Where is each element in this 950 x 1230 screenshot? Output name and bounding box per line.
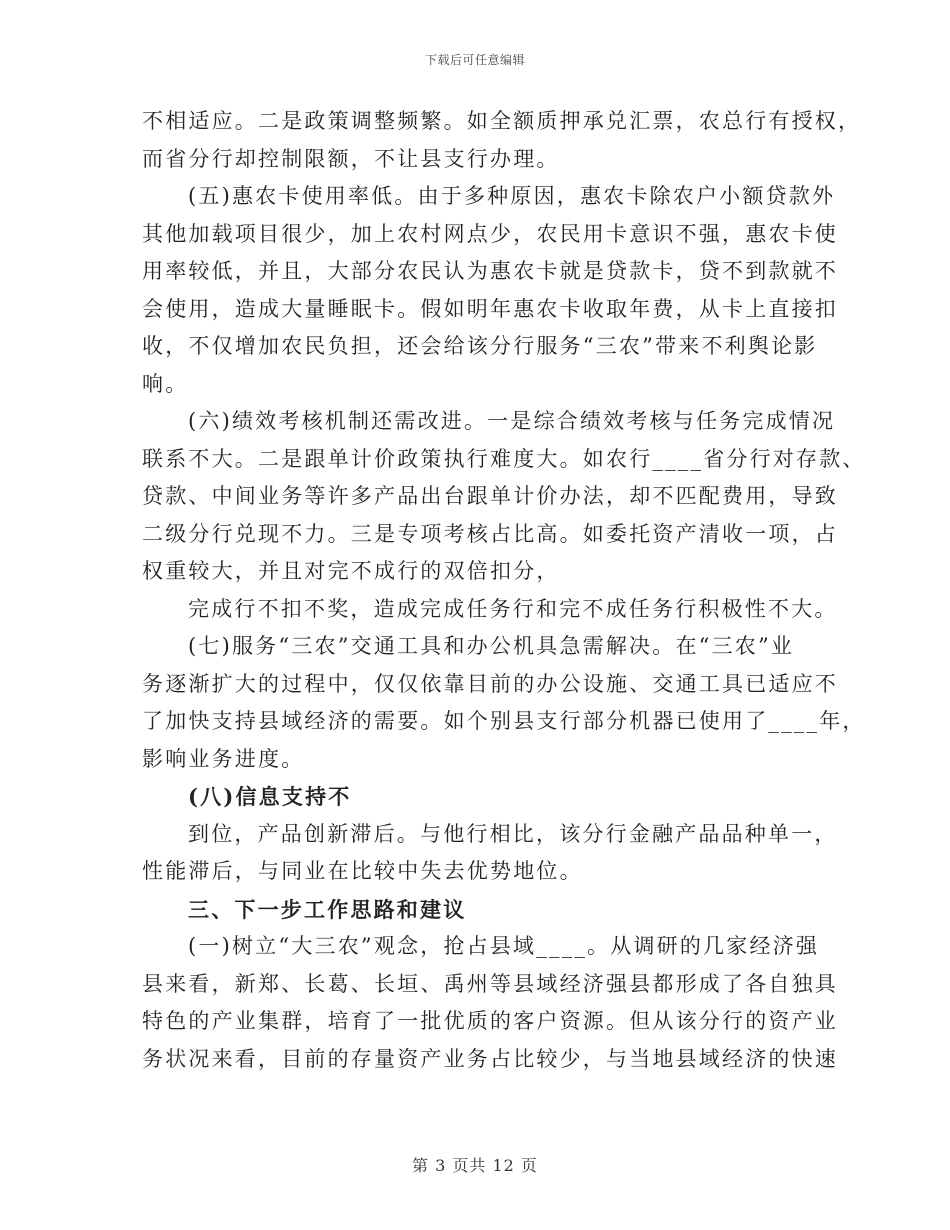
text-line: (五)惠农卡使用率低。由于多种原因，惠农卡除农户小额贷款外: [188, 184, 836, 208]
text-line: 了加快支持县域经济的需要。如个别县支行部分机器已使用了____年，: [142, 709, 866, 733]
text-line: 贷款、中间业务等许多产品出台跟单计价办法，却不匹配费用，导致: [142, 484, 838, 508]
text-line: 其他加载项目很少，加上农村网点少，农民用卡意识不强，惠农卡使: [142, 221, 838, 246]
document-body: [142, 103, 866, 1078]
text-line: 完成行不扣不奖，造成完成任务行和完不成任务行积极性不大。: [188, 596, 838, 621]
text-line: 权重较大，并且对完不成行的双倍扣分，: [142, 559, 560, 583]
text-line: 二级分行兑现不力。三是专项考核占比高。如委托资产清收一项，占: [142, 521, 838, 546]
text-line: 会使用，造成大量睡眠卡。假如明年惠农卡收取年费，从卡上直接扣: [142, 296, 838, 321]
text-line: 到位，产品创新滞后。与他行相比，该分行金融产品品种单一，: [188, 821, 838, 846]
text-line: 收，不仅增加农民负担，还会给该分行服务“三农”带来不利舆论影: [142, 334, 818, 358]
text-line: 务状况来看，目前的存量资产业务占比较少，与当地县域经济的快速: [142, 1046, 838, 1071]
text-line: 性能滞后，与同业在比较中失去优势地位。: [142, 859, 583, 883]
text-line: 用率较低，并且，大部分农民认为惠农卡就是贷款卡，贷不到款就不: [142, 259, 838, 283]
page-header: 下载后可任意编辑: [424, 53, 525, 67]
text-line: 不相适应。二是政策调整频繁。如全额质押承兑汇票，农总行有授权，: [142, 109, 862, 133]
text-line: (七)服务“三农”交通工具和办公机具急需解决。在“三农”业: [188, 634, 795, 658]
page-footer: 第 3 页共 12 页: [412, 1156, 538, 1175]
text-line: 影响业务进度。: [142, 746, 305, 771]
text-line: 务逐渐扩大的过程中，仅仅依靠目前的办公设施、交通工具已适应不: [142, 671, 838, 696]
text-line: 响。: [142, 371, 189, 396]
text-line: 特色的产业集群，培育了一批优质的客户资源。但从该分行的资产业: [142, 1009, 838, 1033]
text-line: (一)树立“大三农”观念，抢占县域____。从调研的几家经济强: [188, 934, 820, 958]
text-line: 县来看，新郑、长葛、长垣、禹州等县域经济强县都形成了各自独具: [142, 971, 838, 996]
text-line: 联系不大。二是跟单计价政策执行难度大。如农行____省分行对存款、: [142, 446, 866, 471]
text-line: 三、下一步工作思路和建议: [188, 896, 467, 922]
text-line: 而省分行却控制限额，不让县支行办理。: [142, 146, 560, 171]
text-line: (六)绩效考核机制还需改进。一是综合绩效考核与任务完成情况: [188, 409, 836, 433]
text-line: (八)信息支持不: [188, 784, 352, 809]
